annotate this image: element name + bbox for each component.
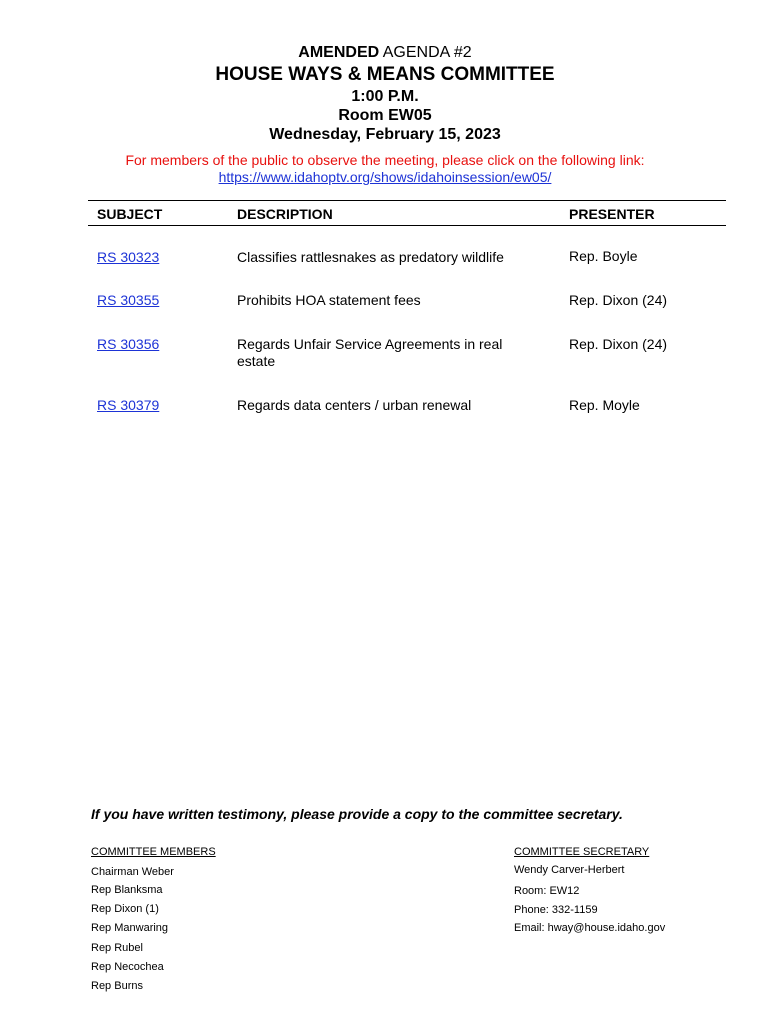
- committee-members-heading: COMMITTEE MEMBERS: [91, 846, 216, 858]
- secretary-email[interactable]: Email: hway@house.idaho.gov: [514, 922, 666, 934]
- agenda-number: AGENDA #2: [382, 44, 472, 61]
- secretary-room: Room: EW12: [514, 885, 580, 897]
- meeting-time: 1:00 P.M.: [351, 88, 419, 105]
- row-presenter: Rep. Moyle: [569, 397, 640, 413]
- rs-link[interactable]: RS 30356: [97, 336, 160, 352]
- row-description: Regards Unfair Service Agreements in real estate: [237, 336, 503, 369]
- amended-label: AMENDED: [298, 44, 380, 61]
- meeting-room: Room EW05: [338, 107, 432, 124]
- committee-member: Rep Burns: [91, 980, 143, 992]
- public-notice: For members of the public to observe the meeting, please click on the following link:: [125, 152, 645, 168]
- rs-link[interactable]: RS 30355: [97, 292, 160, 308]
- column-header-description: DESCRIPTION: [237, 206, 333, 222]
- column-header-subject: SUBJECT: [97, 206, 163, 222]
- committee-title: HOUSE WAYS & MEANS COMMITTEE: [215, 64, 555, 85]
- stream-link-wrap: [0, 169, 770, 187]
- committee-member: Rep Necochea: [91, 961, 164, 973]
- row-description: Prohibits HOA statement fees: [237, 292, 421, 308]
- rs-link[interactable]: RS 30323: [97, 249, 160, 265]
- committee-member: Rep Dixon (1): [91, 903, 159, 915]
- table-top-rule: [88, 200, 726, 201]
- committee-secretary-heading: COMMITTEE SECRETARY: [514, 846, 650, 858]
- secretary-phone: Phone: 332-1159: [514, 904, 598, 916]
- table-header-rule: [88, 225, 726, 226]
- row-description: Regards data centers / urban renewal: [237, 397, 472, 413]
- row-description: Classifies rattlesnakes as predatory wildlife: [237, 249, 504, 265]
- meeting-date: Wednesday, February 15, 2023: [269, 126, 501, 143]
- rs-link[interactable]: RS 30379: [97, 397, 160, 413]
- stream-link[interactable]: https://www.idahoptv.org/shows/idahoinsession/ew05/: [218, 169, 552, 185]
- committee-member: Chairman Weber: [91, 866, 174, 878]
- secretary-name: Wendy Carver-Herbert: [514, 864, 625, 876]
- committee-member: Rep Blanksma: [91, 884, 163, 896]
- row-presenter: Rep. Dixon (24): [569, 292, 668, 308]
- agenda-status-line: [0, 44, 770, 62]
- column-header-presenter: PRESENTER: [569, 206, 655, 222]
- committee-member: Rep Rubel: [91, 942, 143, 954]
- row-presenter: Rep. Dixon (24): [569, 336, 668, 352]
- committee-member: Rep Manwaring: [91, 922, 169, 934]
- testimony-note: If you have written testimony, please provide a copy to the committee secretary.: [91, 806, 623, 822]
- row-presenter: Rep. Boyle: [569, 248, 638, 264]
